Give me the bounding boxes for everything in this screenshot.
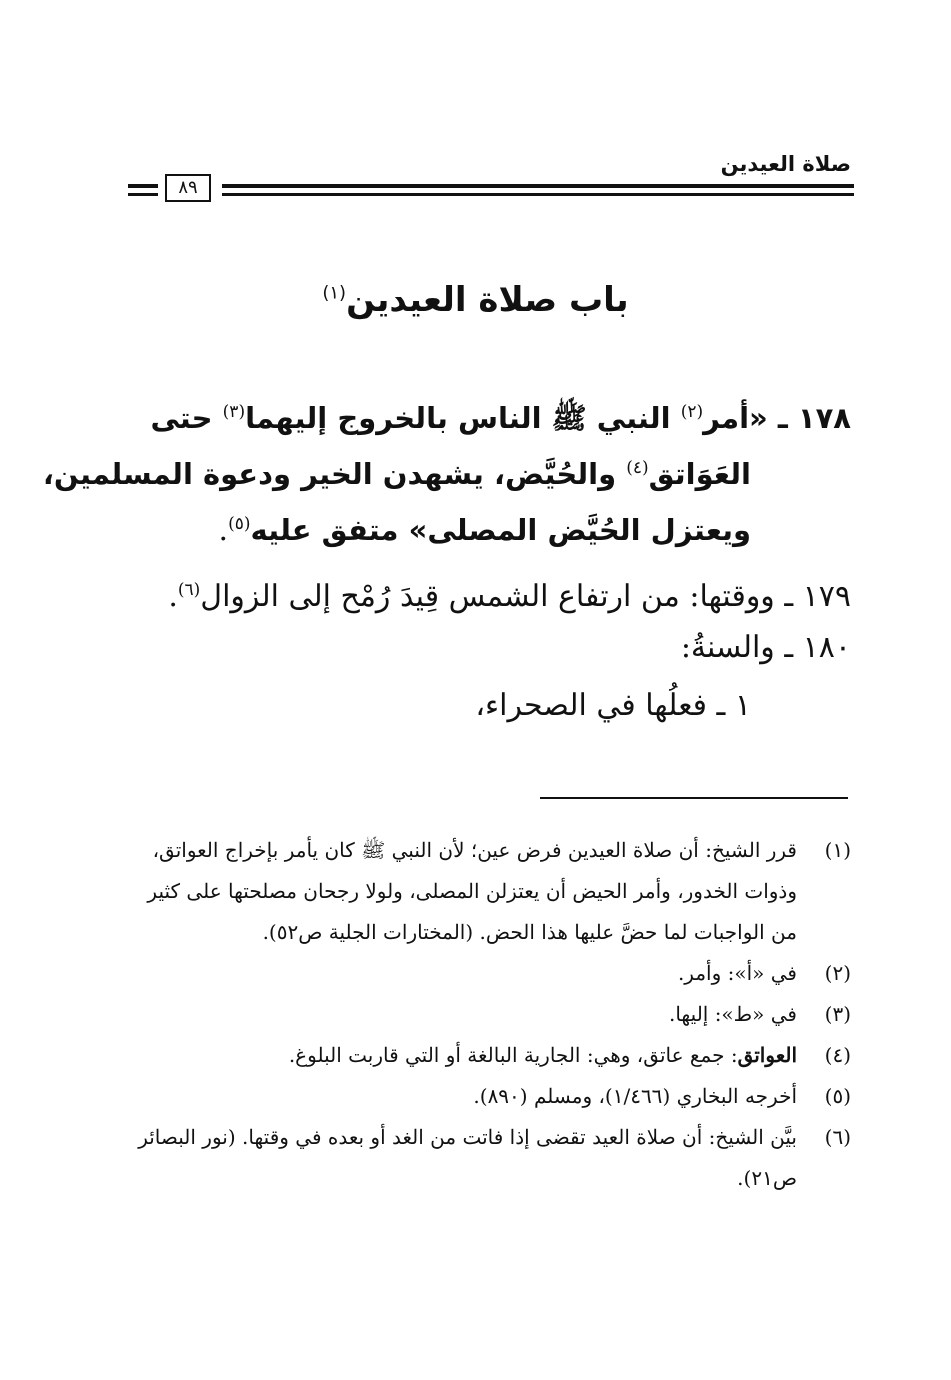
footnote-text: قرر الشيخ: أن صلاة العيدين فرض عين؛ لأن النبي ﷺ كان يأمر بإخراج العواتق، وذوات الخدور، وأمر الحيض أن يعتزلن المصلى، ولولا رجحان مصلحتها على كثير من الواجبات لما حضَّ عليها هذا الحض. (المختارات الجلية ص٥٢). <box>147 838 797 944</box>
footnote-separator <box>540 797 848 799</box>
item-178-part: ١٧٨ ـ «أمر <box>703 401 851 435</box>
page-number: ٨٩ <box>165 174 211 202</box>
footnote-2 <box>131 953 851 994</box>
item-179 <box>131 562 851 618</box>
footnote-text: أخرجه البخاري (١/٤٦٦)، ومسلم (٨٩٠). <box>473 1084 797 1108</box>
item-180 <box>131 620 851 676</box>
footnote-number: (٣) <box>824 1002 851 1026</box>
item-178-part: ويعتزل الحُيَّض المصلى» متفق عليه <box>250 513 751 547</box>
header-rule-main-thin <box>222 193 854 196</box>
item-178-part: والحُيَّض، يشهدن الخير ودعوة المسلمين، <box>42 457 627 491</box>
running-title: صلاة العيدين <box>720 152 851 176</box>
chapter-title-note: (١) <box>322 282 347 304</box>
footnote-ref-3: (٣) <box>222 402 246 422</box>
body-text <box>42 384 851 734</box>
item-180-sub-1 <box>131 678 851 734</box>
chapter-title-text: باب صلاة العيدين <box>346 280 629 320</box>
footnote-ref-5: (٥) <box>228 514 251 534</box>
item-178-part: . <box>218 513 229 548</box>
footnote-number: (١) <box>824 838 851 862</box>
footnote-ref-4: (٤) <box>626 458 649 478</box>
item-178-part: النبي ﷺ الناس بالخروج إليهما <box>245 401 681 435</box>
footnote-1 <box>131 830 851 953</box>
item-178-part: العَوَاتق <box>648 457 751 491</box>
item-180-text: ١٨٠ ـ والسنةُ: <box>680 630 851 665</box>
footnote-4 <box>131 1035 851 1076</box>
footnote-text: : جمع عاتق، وهي: الجارية البالغة أو التي قاربت البلوغ. <box>288 1043 738 1067</box>
footnote-ref-2: (٢) <box>680 402 704 422</box>
item-178-line-1 <box>131 384 851 440</box>
item-180-sub-1-text: ١ ـ فعلُها في الصحراء، <box>475 688 751 723</box>
chapter-title <box>0 280 951 320</box>
item-179-end: . <box>168 579 178 614</box>
footnotes <box>131 830 851 1199</box>
item-178-line-2 <box>42 440 851 496</box>
footnote-number: (٢) <box>824 961 851 985</box>
footnote-5 <box>131 1076 851 1117</box>
header-rule-main <box>222 184 854 188</box>
item-178-part: حتى <box>150 401 223 435</box>
footnote-3 <box>131 994 851 1035</box>
footnote-text: في «ط»: إليها. <box>668 1002 797 1026</box>
footnote-text: في «أ»: وأمر. <box>677 961 797 985</box>
footnote-6 <box>131 1117 851 1199</box>
footnote-number: (٦) <box>824 1125 851 1149</box>
footnote-term: العواتق <box>737 1043 797 1067</box>
item-178-line-3 <box>131 496 851 552</box>
header-rule-left-thin <box>128 193 158 196</box>
footnote-number: (٤) <box>824 1043 851 1067</box>
item-179-text: ١٧٩ ـ ووقتها: من ارتفاع الشمس قِيدَ رُمْح إلى الزوال <box>200 579 851 614</box>
footnote-number: (٥) <box>824 1084 851 1108</box>
footnote-text: بيَّن الشيخ: أن صلاة العيد تقضى إذا فاتت من الغد أو بعده في وقتها. (نور البصائر ص٢١). <box>138 1125 797 1190</box>
footnote-ref-6: (٦) <box>177 580 201 600</box>
header-rule-left <box>128 184 158 188</box>
